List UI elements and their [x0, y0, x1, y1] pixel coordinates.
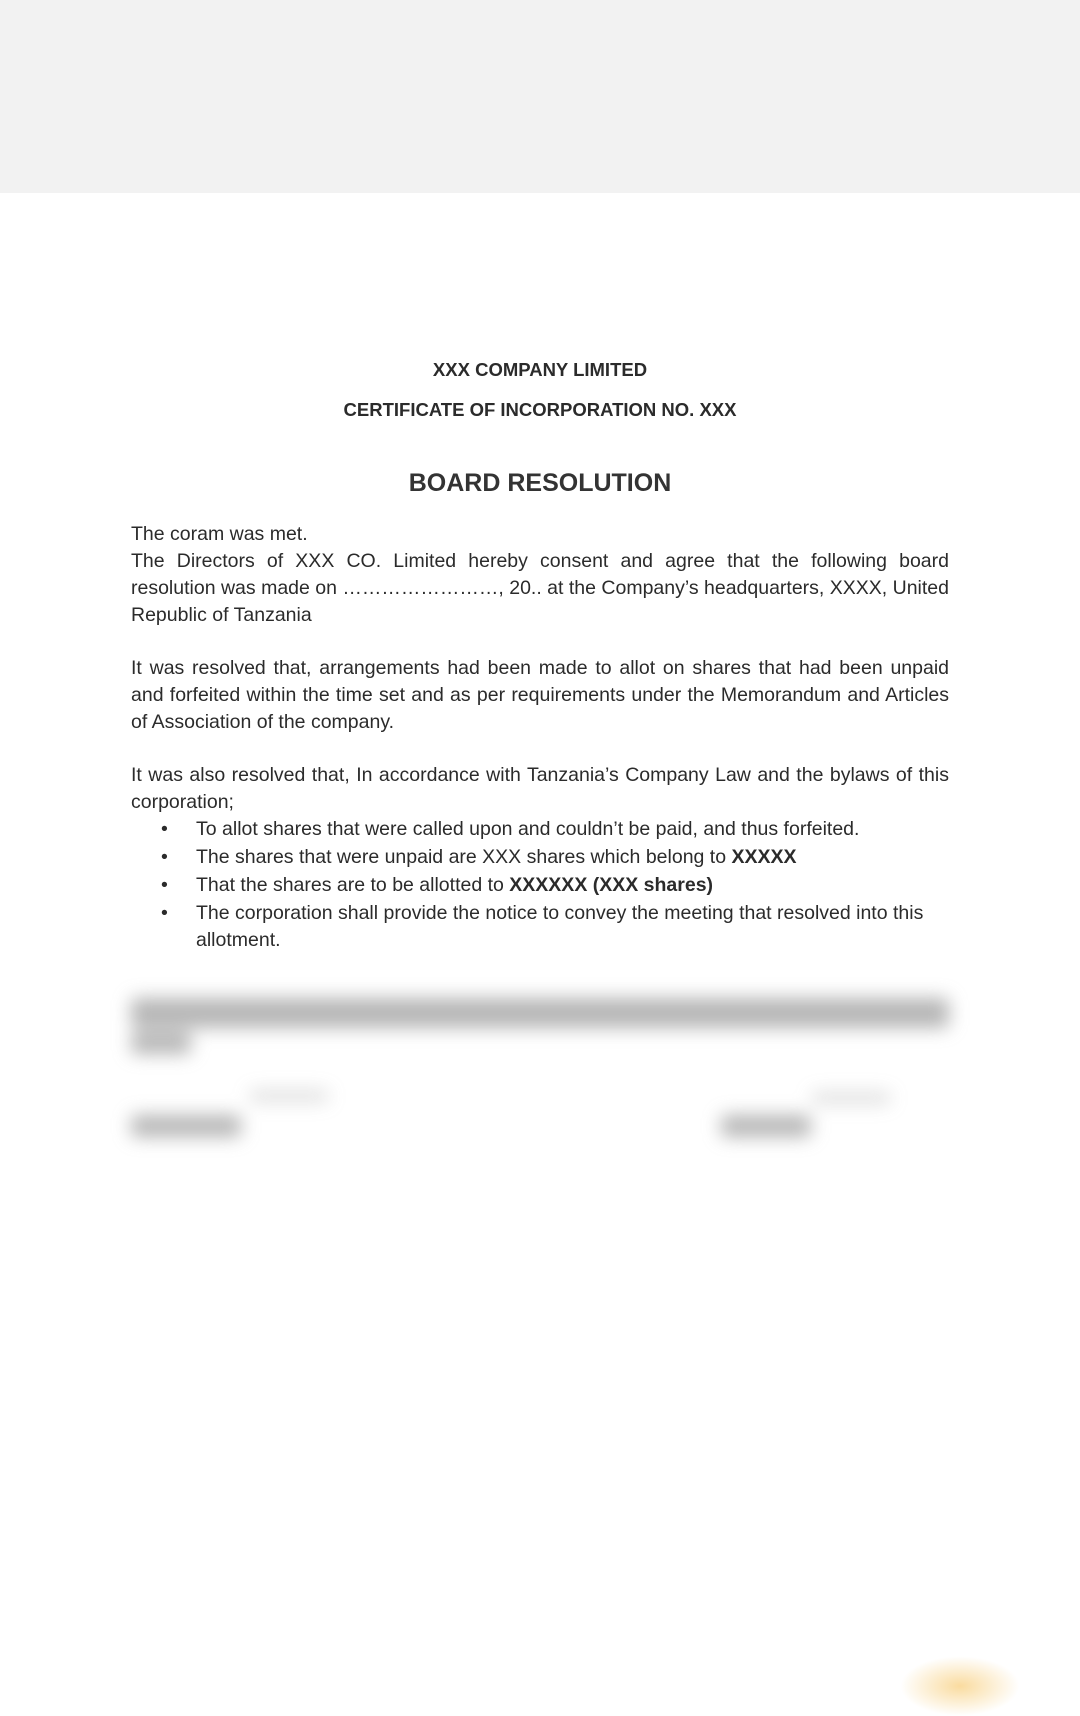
- resolution-paragraph-2: It was also resolved that, In accordance with Tanzania’s Company Law and the bylaws of this corporation;: [131, 764, 949, 813]
- bullet-text: The corporation shall provide the notice to convey the meeting that resolved into this allotment.: [196, 902, 924, 951]
- bullet-dot-icon: •: [161, 902, 168, 924]
- bullet-item: [131, 872, 949, 899]
- certificate-line: CERTIFICATE OF INCORPORATION NO. XXX: [343, 399, 737, 420]
- bullet-dot-icon: •: [161, 818, 168, 840]
- company-name: XXX COMPANY LIMITED: [432, 359, 648, 380]
- bullet-bold-text: XXXXX: [731, 846, 797, 868]
- bullet-bold-text: XXXXXX (XXX shares): [509, 874, 714, 896]
- bullet-dot-icon: •: [161, 846, 168, 868]
- resolution-paragraph-1: It was resolved that, arrangements had been made to allot on shares that had been unpaid and forfeited within the time set and as per requirements under the Memorandum and Articles of Association of the company.: [131, 657, 949, 733]
- blurred-signature-right-mark: [811, 1092, 891, 1104]
- document-content: [131, 356, 949, 955]
- resolution-bullet-list: [131, 816, 949, 954]
- bullet-text: That the shares are to be allotted to: [196, 874, 510, 896]
- blurred-signature-left: [131, 1115, 241, 1137]
- blurred-text-line: [131, 998, 949, 1028]
- viewer-top-band: [0, 0, 1080, 193]
- blurred-signature-left-mark: [249, 1090, 329, 1102]
- document-page: [0, 193, 1080, 1686]
- blurred-signature-section: [131, 980, 949, 1180]
- bullet-item: [131, 816, 949, 843]
- bullet-item: [131, 844, 949, 871]
- blurred-signature-right: [721, 1115, 811, 1137]
- bullet-text: The shares that were unpaid are XXX shares which belong to: [196, 846, 732, 868]
- coram-paragraph: The coram was met.: [131, 523, 308, 545]
- bullet-dot-icon: •: [161, 874, 168, 896]
- bullet-text: To allot shares that were called upon and couldn’t be paid, and thus forfeited.: [196, 818, 860, 840]
- corner-glow: [900, 1656, 1020, 1716]
- blurred-text-line: [131, 1032, 191, 1054]
- intro-paragraph: The Directors of XXX CO. Limited hereby consent and agree that the following board resolution was made on ……………………, 20.. at the Company’s headquarters, XXXX, United Republic of Tanzania: [131, 550, 949, 626]
- document-title: BOARD RESOLUTION: [408, 469, 672, 497]
- bullet-item: [131, 900, 949, 954]
